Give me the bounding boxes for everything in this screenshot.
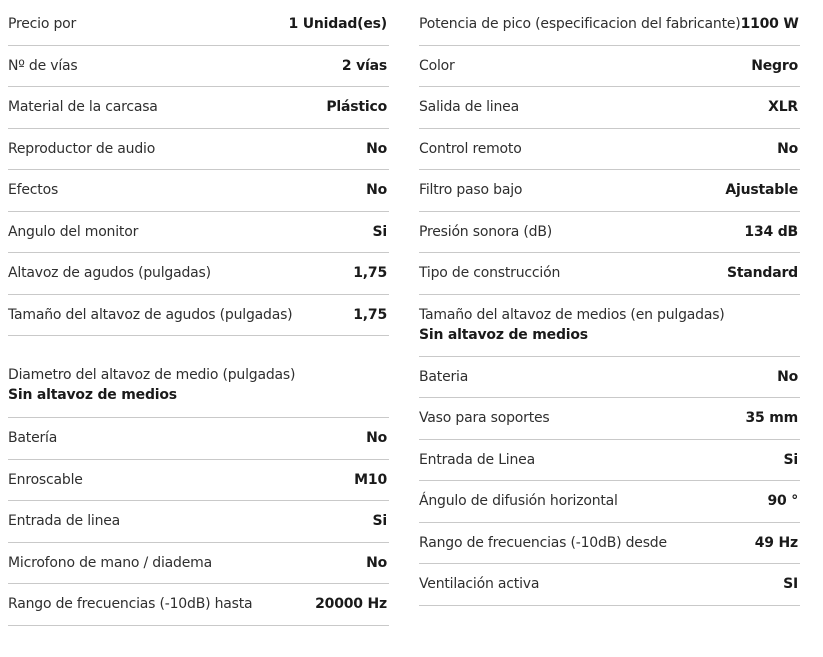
spec-label: Color	[419, 57, 455, 74]
spec-row	[8, 87, 389, 129]
spec-value: No	[366, 554, 387, 571]
spec-value: 2 vías	[341, 57, 387, 74]
spec-row	[8, 584, 389, 626]
spec-row	[419, 46, 800, 88]
spec-label: Angulo del monitor	[8, 223, 139, 240]
spec-row	[8, 212, 389, 254]
spec-value: 90 °	[767, 493, 798, 510]
spec-row	[419, 129, 800, 171]
spec-row	[8, 46, 389, 88]
spec-label: Vaso para soportes	[419, 410, 550, 427]
spec-value: Standard	[727, 265, 798, 282]
spec-value: Si	[783, 451, 798, 468]
spec-label: Entrada de Linea	[419, 451, 535, 468]
spec-value: XLR	[768, 99, 798, 116]
spec-label: Tipo de construcción	[419, 265, 561, 282]
spec-value: 35 mm	[745, 410, 798, 427]
spec-value: Negro	[751, 57, 798, 74]
spec-value: 1,75	[353, 306, 387, 323]
spec-label: Batería	[8, 430, 58, 447]
spec-value: Sin altavoz de medios	[8, 386, 177, 403]
spec-value: Ajustable	[725, 182, 798, 199]
spec-value: No	[777, 140, 798, 157]
spec-row	[419, 212, 800, 254]
spec-value: 1100 W	[740, 16, 799, 33]
spec-row	[8, 460, 389, 502]
spec-label: Rango de frecuencias (-10dB) hasta	[8, 596, 253, 613]
spec-row	[8, 501, 389, 543]
spec-label: Potencia de pico (especificacion del fabricante)	[419, 16, 741, 33]
spec-row	[419, 481, 800, 523]
spec-value: SI	[783, 576, 798, 593]
spec-value: M10	[354, 471, 387, 488]
spec-label: Ángulo de difusión horizontal	[419, 493, 618, 510]
spec-label: Tamaño del altavoz de agudos (pulgadas)	[8, 306, 293, 323]
spec-column-right	[419, 4, 800, 606]
spec-row	[8, 129, 389, 171]
spec-value: Plástico	[326, 99, 387, 116]
spec-row-stacked	[8, 336, 389, 418]
spec-row	[419, 564, 800, 606]
spec-value: No	[366, 182, 387, 199]
spec-label: Rango de frecuencias (-10dB) desde	[419, 534, 667, 551]
spec-value: No	[366, 140, 387, 157]
spec-label: Filtro paso bajo	[419, 182, 523, 199]
spec-value: 1,75	[353, 265, 387, 282]
spec-label: Ventilación activa	[419, 576, 540, 593]
spec-label: Entrada de linea	[8, 513, 121, 530]
spec-row	[419, 357, 800, 399]
spec-row	[419, 440, 800, 482]
spec-value: Si	[372, 223, 387, 240]
spec-label: Efectos	[8, 182, 59, 199]
spec-row	[419, 87, 800, 129]
spec-label: Precio por	[8, 16, 77, 33]
spec-label: Microfono de mano / diadema	[8, 554, 212, 571]
spec-row	[419, 523, 800, 565]
spec-row	[8, 543, 389, 585]
spec-label: Salida de linea	[419, 99, 519, 116]
spec-value: 134 dB	[744, 223, 798, 240]
spec-row	[419, 170, 800, 212]
spec-row	[419, 4, 800, 46]
spec-label: Nº de vías	[8, 57, 78, 74]
spec-value: No	[777, 368, 798, 385]
spec-row-stacked	[419, 295, 800, 357]
spec-row	[8, 295, 389, 337]
spec-label: Presión sonora (dB)	[419, 223, 553, 240]
spec-row	[8, 253, 389, 295]
spec-value: 20000 Hz	[315, 596, 387, 613]
spec-row	[419, 398, 800, 440]
spec-value: Si	[372, 513, 387, 530]
spec-value: 49 Hz	[754, 534, 798, 551]
spec-value: No	[366, 430, 387, 447]
spec-label: Reproductor de audio	[8, 140, 156, 157]
spec-label: Diametro del altavoz de medio (pulgadas)	[8, 366, 296, 383]
spec-label: Enroscable	[8, 471, 83, 488]
spec-row	[419, 253, 800, 295]
spec-row	[8, 170, 389, 212]
spec-value: 1 Unidad(es)	[288, 16, 387, 33]
spec-label: Bateria	[419, 368, 469, 385]
spec-label: Altavoz de agudos (pulgadas)	[8, 265, 211, 282]
spec-label: Control remoto	[419, 140, 522, 157]
spec-label: Tamaño del altavoz de medios (en pulgadas)	[419, 307, 725, 323]
spec-row	[8, 418, 389, 460]
spec-value: Sin altavoz de medios	[419, 327, 588, 343]
spec-column-left	[8, 4, 389, 626]
spec-row	[8, 4, 389, 46]
spec-label: Material de la carcasa	[8, 99, 158, 116]
